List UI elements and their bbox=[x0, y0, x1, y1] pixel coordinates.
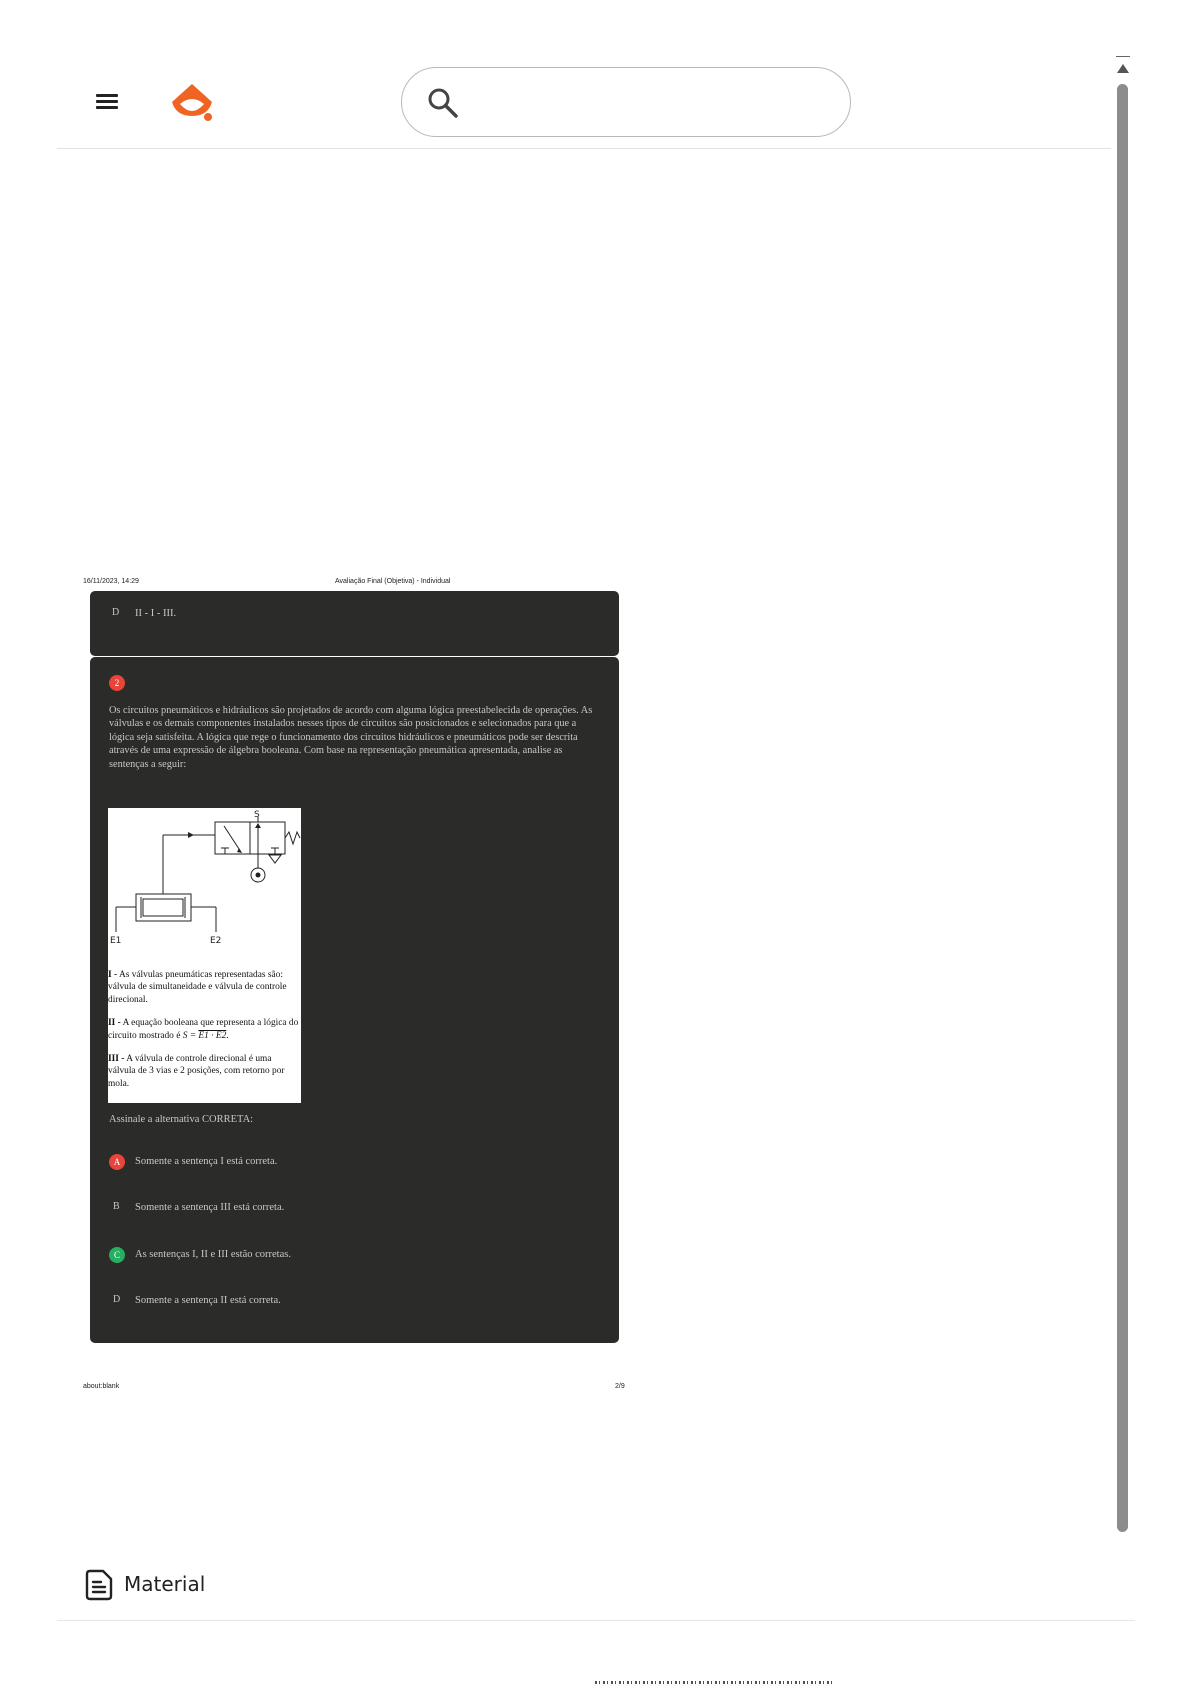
logo-icon[interactable] bbox=[168, 82, 216, 124]
menu-button[interactable] bbox=[96, 90, 130, 116]
print-title: Avaliação Final (Objetiva) - Individual bbox=[335, 578, 451, 585]
footer-divider bbox=[57, 1620, 1135, 1621]
option-text: Somente a sentença I está correta. bbox=[135, 1156, 278, 1167]
print-footer-url: about:blank bbox=[83, 1383, 120, 1390]
print-page-number: 2/9 bbox=[615, 1383, 625, 1390]
label-e1: E1 bbox=[110, 936, 122, 946]
scroll-up-icon[interactable] bbox=[1117, 64, 1129, 73]
option-text: Somente a sentença III está correta. bbox=[135, 1202, 285, 1213]
option-letter: B bbox=[113, 1201, 120, 1212]
option-letter: D bbox=[113, 1294, 121, 1305]
scrollbar[interactable] bbox=[1116, 54, 1130, 1538]
option-letter: A bbox=[109, 1154, 125, 1170]
option-text: Somente a sentença II está correta. bbox=[135, 1295, 281, 1306]
option-letter: D bbox=[112, 607, 120, 618]
option-text: As sentenças I, II e III estão corretas. bbox=[135, 1249, 291, 1260]
bottom-edge-artifact bbox=[595, 1681, 835, 1684]
option-text: II - I - III. bbox=[135, 608, 177, 619]
label-e2: E2 bbox=[210, 936, 222, 946]
scroll-thumb[interactable] bbox=[1117, 84, 1128, 1532]
circuit-diagram bbox=[108, 808, 301, 968]
question-prompt: Assinale a alternativa CORRETA: bbox=[109, 1114, 254, 1125]
option-a[interactable] bbox=[102, 1150, 602, 1174]
sentence-2: II - A equação booleana que representa a lógica do circuito mostrado é S = E1 · E2. bbox=[108, 1018, 299, 1041]
print-date: 16/11/2023, 14:29 bbox=[83, 578, 139, 585]
header-divider bbox=[57, 148, 1111, 149]
sentence-3: III - A válvula de controle direcional é uma válvula de 3 vias e 2 posições, com retorno por mola. bbox=[108, 1054, 285, 1089]
option-d[interactable] bbox=[102, 1289, 602, 1313]
document-icon[interactable] bbox=[85, 1569, 113, 1601]
search-icon bbox=[426, 86, 460, 120]
option-b[interactable] bbox=[102, 1196, 602, 1220]
search-input[interactable] bbox=[472, 86, 816, 120]
label-s: S bbox=[254, 810, 260, 820]
question-number-badge: 2 bbox=[109, 675, 125, 691]
material-link[interactable]: Material bbox=[124, 1572, 206, 1596]
search-bar[interactable] bbox=[401, 67, 851, 137]
menu-icon bbox=[96, 90, 130, 109]
scrollbar-edge bbox=[1116, 56, 1130, 57]
option-letter: C bbox=[109, 1247, 125, 1263]
option-c[interactable] bbox=[102, 1243, 602, 1267]
previous-question-card bbox=[90, 591, 619, 656]
pneumatic-circuit-figure bbox=[108, 808, 301, 1103]
question-text: Os circuitos pneumáticos e hidráulicos são projetados de acordo com alguma lógica preestabelecida de operações. As válvulas e os demais componentes instalados nesses tipos de circuitos são posicionados e selecionados para que a lógica seja satisfeita. A lógica que rege o funcionamento dos circuitos hidráulicos e pneumáticos pode ser descrita através de uma expressão de álgebra booleana. Com base na representação pneumática apresentada, analise as sentenças a seguir: bbox=[109, 705, 593, 770]
figure-sentences bbox=[108, 969, 301, 1101]
sentence-1: I - As válvulas pneumáticas representadas são: válvula de simultaneidade e válvula de controle direcional. bbox=[108, 970, 287, 1005]
